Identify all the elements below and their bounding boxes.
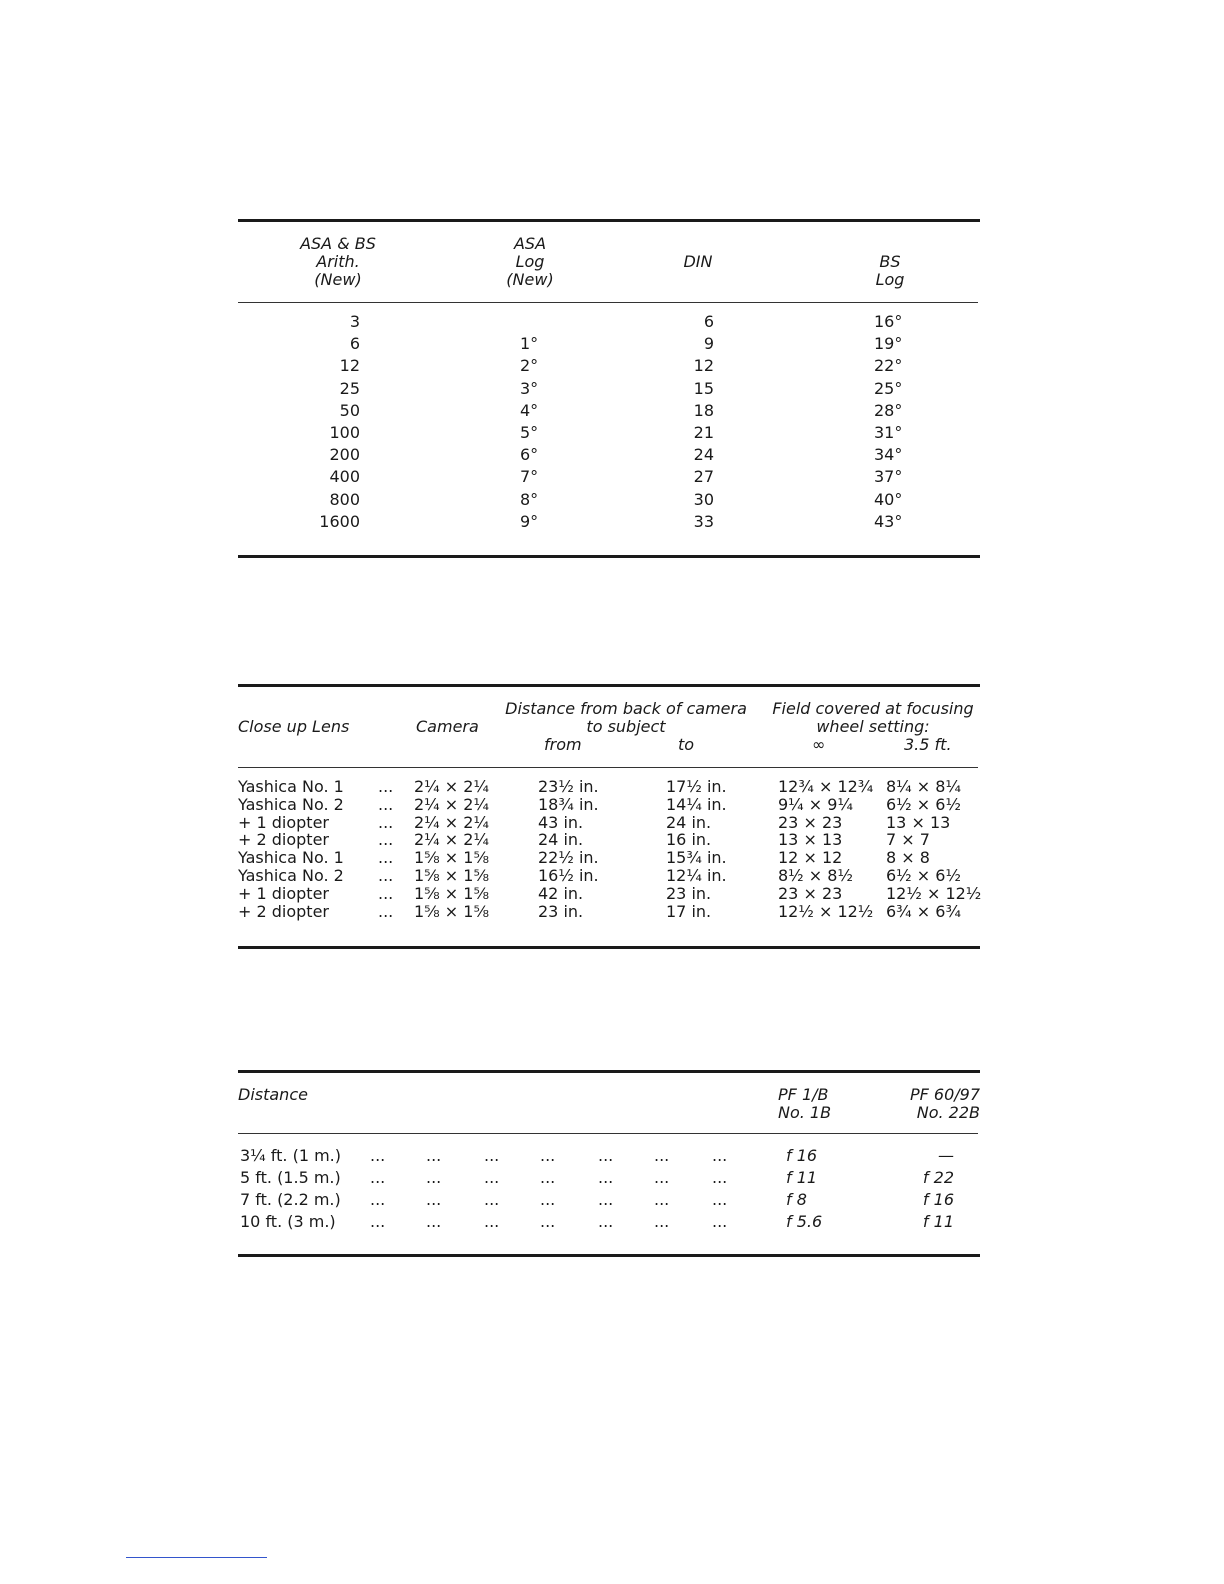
header-rule bbox=[238, 302, 978, 303]
header-field-covered: Field covered at focusing wheel setting: bbox=[772, 699, 974, 736]
leader-dots: ... bbox=[540, 1168, 556, 1187]
leader-dots: ... bbox=[378, 884, 394, 903]
film-speed-table bbox=[238, 219, 980, 561]
distance-value: 10 ft. (3 m.) bbox=[240, 1212, 336, 1231]
asa-log-value: 7° bbox=[520, 467, 539, 486]
field-infinity: 23 × 23 bbox=[778, 813, 843, 832]
header-3-5-ft: 3.5 ft. bbox=[904, 735, 952, 754]
field-3-5-ft: 7 × 7 bbox=[886, 830, 930, 849]
asa-arith-value: 1600 bbox=[319, 512, 360, 531]
din-value: 30 bbox=[693, 490, 714, 509]
bs-log-value: 22° bbox=[874, 356, 903, 375]
asa-log-value: 1° bbox=[520, 334, 539, 353]
leader-dots: ... bbox=[654, 1168, 670, 1187]
header-from: from bbox=[544, 735, 582, 754]
leader-dots: ... bbox=[598, 1212, 614, 1231]
leader-dots: ... bbox=[378, 866, 394, 885]
bs-log-value: 43° bbox=[874, 512, 903, 531]
header-to: to bbox=[678, 735, 695, 754]
asa-arith-value: 25 bbox=[339, 379, 360, 398]
asa-arith-value: 3 bbox=[349, 312, 360, 331]
leader-dots: ... bbox=[370, 1146, 386, 1165]
asa-log-value: 9° bbox=[520, 512, 539, 531]
distance-value: 7 ft. (2.2 m.) bbox=[240, 1190, 341, 1209]
leader-dots: ... bbox=[378, 848, 394, 867]
asa-arith-value: 50 bbox=[339, 401, 360, 420]
asa-arith-value: 200 bbox=[329, 445, 360, 464]
distance-from: 23½ in. bbox=[538, 777, 599, 796]
din-value: 6 bbox=[703, 312, 714, 331]
leader-dots: ... bbox=[378, 777, 394, 796]
din-value: 12 bbox=[693, 356, 714, 375]
lens-name: Yashica No. 2 bbox=[238, 866, 344, 885]
leader-dots: ... bbox=[378, 902, 394, 921]
leader-dots: ... bbox=[598, 1190, 614, 1209]
bs-log-value: 25° bbox=[874, 379, 903, 398]
distance-to: 23 in. bbox=[666, 884, 712, 903]
leader-dots: ... bbox=[484, 1212, 500, 1231]
din-value: 21 bbox=[693, 423, 714, 442]
leader-dots: ... bbox=[484, 1190, 500, 1209]
asa-log-value: 8° bbox=[520, 490, 539, 509]
bs-log-value: 19° bbox=[874, 334, 903, 353]
field-infinity: 23 × 23 bbox=[778, 884, 843, 903]
field-3-5-ft: 12½ × 12½ bbox=[886, 884, 982, 903]
header-pf-1b: PF 1/B No. 1B bbox=[778, 1085, 832, 1122]
header-pf-60-97: PF 60/97 No. 22B bbox=[909, 1085, 980, 1122]
lens-name: Yashica No. 1 bbox=[238, 848, 344, 867]
asa-log-value: 5° bbox=[520, 423, 539, 442]
pf-60-97-aperture: — bbox=[938, 1146, 954, 1165]
leader-dots: ... bbox=[426, 1146, 442, 1165]
camera-format: 1⅝ × 1⅝ bbox=[414, 884, 489, 903]
asa-arith-value: 100 bbox=[329, 423, 360, 442]
top-rule bbox=[238, 1070, 980, 1073]
header-din: DIN bbox=[683, 252, 713, 271]
bottom-rule bbox=[238, 946, 980, 949]
leader-dots: ... bbox=[484, 1146, 500, 1165]
bs-log-value: 40° bbox=[874, 490, 903, 509]
camera-format: 2¼ × 2¼ bbox=[414, 777, 489, 796]
din-value: 24 bbox=[693, 445, 714, 464]
bs-log-value: 37° bbox=[874, 467, 903, 486]
header-camera: Camera bbox=[416, 717, 479, 736]
header-asa-log: ASA Log (New) bbox=[506, 234, 554, 289]
bottom-rule bbox=[238, 555, 980, 558]
field-3-5-ft: 6½ × 6½ bbox=[886, 795, 961, 814]
distance-from: 24 in. bbox=[538, 830, 584, 849]
lens-name: + 2 diopter bbox=[238, 830, 329, 849]
leader-dots: ... bbox=[378, 795, 394, 814]
leader-dots: ... bbox=[654, 1212, 670, 1231]
distance-from: 23 in. bbox=[538, 902, 584, 921]
lens-name: Yashica No. 1 bbox=[238, 777, 344, 796]
bs-log-value: 16° bbox=[874, 312, 903, 331]
top-rule bbox=[238, 684, 980, 687]
camera-format: 1⅝ × 1⅝ bbox=[414, 866, 489, 885]
camera-format: 2¼ × 2¼ bbox=[414, 795, 489, 814]
field-3-5-ft: 13 × 13 bbox=[886, 813, 951, 832]
leader-dots: ... bbox=[540, 1146, 556, 1165]
field-3-5-ft: 8 × 8 bbox=[886, 848, 930, 867]
bottom-rule bbox=[238, 1254, 980, 1257]
din-value: 18 bbox=[693, 401, 714, 420]
bs-log-value: 34° bbox=[874, 445, 903, 464]
asa-arith-value: 6 bbox=[349, 334, 360, 353]
leader-dots: ... bbox=[370, 1168, 386, 1187]
distance-from: 18¾ in. bbox=[538, 795, 599, 814]
field-3-5-ft: 6¾ × 6¾ bbox=[886, 902, 961, 921]
distance-to: 17 in. bbox=[666, 902, 712, 921]
pf-1b-aperture: f 8 bbox=[786, 1190, 807, 1209]
leader-dots: ... bbox=[540, 1190, 556, 1209]
leader-dots: ... bbox=[712, 1168, 728, 1187]
leader-dots: ... bbox=[712, 1212, 728, 1231]
din-value: 33 bbox=[693, 512, 714, 531]
leader-dots: ... bbox=[426, 1168, 442, 1187]
leader-dots: ... bbox=[654, 1190, 670, 1209]
din-value: 27 bbox=[693, 467, 714, 486]
leader-dots: ... bbox=[370, 1190, 386, 1209]
field-infinity: 9¼ × 9¼ bbox=[778, 795, 853, 814]
camera-format: 1⅝ × 1⅝ bbox=[414, 848, 489, 867]
distance-value: 3¼ ft. (1 m.) bbox=[240, 1146, 341, 1165]
leader-dots: ... bbox=[598, 1168, 614, 1187]
header-bs-log: BS Log bbox=[875, 252, 905, 289]
lens-name: + 1 diopter bbox=[238, 813, 329, 832]
bs-log-value: 31° bbox=[874, 423, 903, 442]
header-close-up-lens: Close up Lens bbox=[238, 717, 350, 736]
field-infinity: 12¾ × 12¾ bbox=[778, 777, 874, 796]
distance-from: 42 in. bbox=[538, 884, 584, 903]
pf-60-97-aperture: f 22 bbox=[922, 1168, 954, 1187]
pf-1b-aperture: f 16 bbox=[786, 1146, 818, 1165]
header-distance: Distance bbox=[238, 1085, 308, 1104]
header-rule bbox=[238, 767, 978, 768]
distance-to: 14¼ in. bbox=[666, 795, 727, 814]
distance-to: 17½ in. bbox=[666, 777, 727, 796]
field-3-5-ft: 6½ × 6½ bbox=[886, 866, 961, 885]
leader-dots: ... bbox=[540, 1212, 556, 1231]
field-infinity: 12 × 12 bbox=[778, 848, 843, 867]
camera-format: 1⅝ × 1⅝ bbox=[414, 902, 489, 921]
field-infinity: 8½ × 8½ bbox=[778, 866, 853, 885]
asa-log-value: 6° bbox=[520, 445, 539, 464]
lens-name: Yashica No. 2 bbox=[238, 795, 344, 814]
field-3-5-ft: 8¼ × 8¼ bbox=[886, 777, 961, 796]
distance-value: 5 ft. (1.5 m.) bbox=[240, 1168, 341, 1187]
header-distance: Distance from back of camera to subject bbox=[505, 699, 747, 736]
asa-log-value: 2° bbox=[520, 356, 539, 375]
field-infinity: 12½ × 12½ bbox=[778, 902, 874, 921]
asa-arith-value: 800 bbox=[329, 490, 360, 509]
camera-format: 2¼ × 2¼ bbox=[414, 830, 489, 849]
header-rule bbox=[238, 1133, 978, 1134]
distance-to: 24 in. bbox=[666, 813, 712, 832]
close-up-lens-table bbox=[238, 684, 980, 954]
asa-arith-value: 400 bbox=[329, 467, 360, 486]
header-asa-bs-arith: ASA & BS Arith. (New) bbox=[300, 234, 376, 289]
filter-aperture-table bbox=[238, 1070, 980, 1260]
din-value: 15 bbox=[693, 379, 714, 398]
leader-dots: ... bbox=[378, 830, 394, 849]
pf-1b-aperture: f 11 bbox=[786, 1168, 818, 1187]
distance-to: 16 in. bbox=[666, 830, 712, 849]
distance-from: 16½ in. bbox=[538, 866, 599, 885]
asa-arith-value: 12 bbox=[339, 356, 360, 375]
field-infinity: 13 × 13 bbox=[778, 830, 843, 849]
leader-dots: ... bbox=[712, 1146, 728, 1165]
leader-dots: ... bbox=[426, 1190, 442, 1209]
lens-name: + 1 diopter bbox=[238, 884, 329, 903]
leader-dots: ... bbox=[370, 1212, 386, 1231]
leader-dots: ... bbox=[484, 1168, 500, 1187]
camera-format: 2¼ × 2¼ bbox=[414, 813, 489, 832]
top-rule bbox=[238, 219, 980, 222]
distance-to: 12¼ in. bbox=[666, 866, 727, 885]
leader-dots: ... bbox=[378, 813, 394, 832]
asa-log-value: 4° bbox=[520, 401, 539, 420]
bs-log-value: 28° bbox=[874, 401, 903, 420]
leader-dots: ... bbox=[654, 1146, 670, 1165]
distance-from: 43 in. bbox=[538, 813, 584, 832]
din-value: 9 bbox=[703, 334, 714, 353]
asa-log-value: 3° bbox=[520, 379, 539, 398]
lens-name: + 2 diopter bbox=[238, 902, 329, 921]
leader-dots: ... bbox=[712, 1190, 728, 1209]
footnote-rule bbox=[126, 1557, 267, 1558]
pf-1b-aperture: f 5.6 bbox=[786, 1212, 823, 1231]
distance-to: 15¾ in. bbox=[666, 848, 727, 867]
pf-60-97-aperture: f 11 bbox=[922, 1212, 954, 1231]
leader-dots: ... bbox=[598, 1146, 614, 1165]
pf-60-97-aperture: f 16 bbox=[922, 1190, 954, 1209]
header-infinity: ∞ bbox=[812, 735, 826, 754]
leader-dots: ... bbox=[426, 1212, 442, 1231]
distance-from: 22½ in. bbox=[538, 848, 599, 867]
